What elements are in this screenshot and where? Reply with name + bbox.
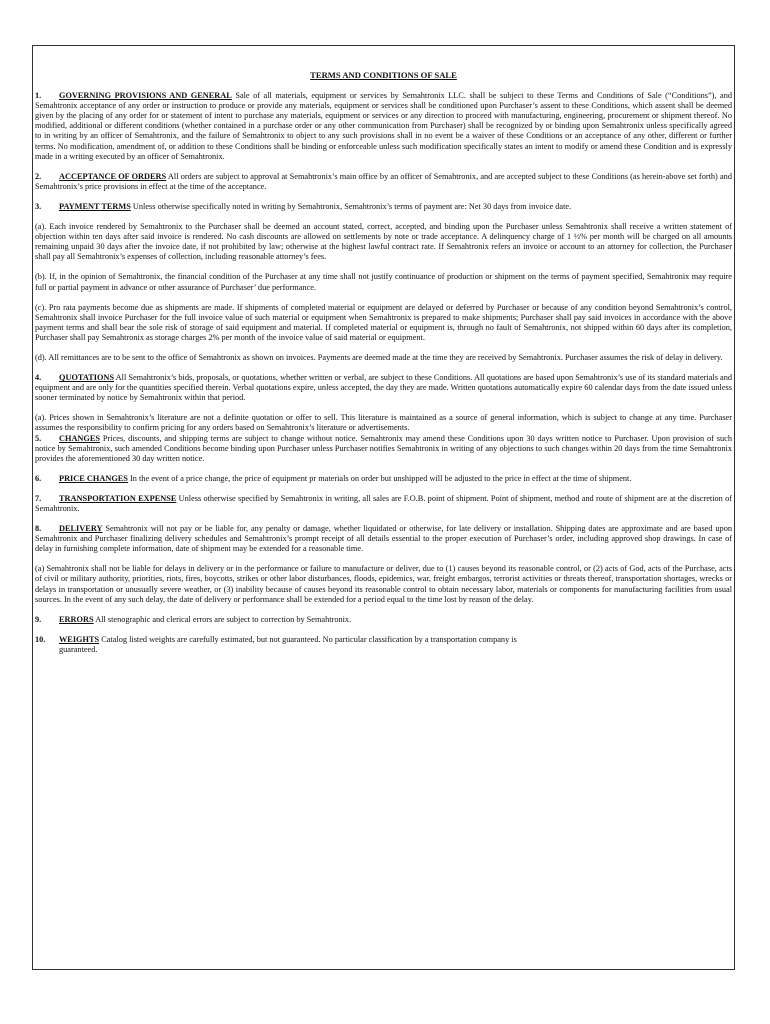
section-changes (35, 434, 732, 464)
section-transportation-expense (35, 494, 732, 514)
section-text: Catalog listed weights are carefully estimated, but not guaranteed. No particular classification by a transportation company is (101, 634, 517, 644)
section-number: 5. (35, 433, 42, 443)
section-acceptance-of-orders (35, 172, 732, 192)
section-text: Semahtronix will not pay or be liable for, any penalty or damage, whether liquidated or otherwise, for late delivery or installation. Shipping dates are approximate and are based upon Semahtronix and Purchaser finalizing delivery schedules and Semahtronix’s prompt receipt of all details essential to the proper execution of Purchaser’s order, including approved shop drawings. In case of delay in furnishing complete information, date of shipment may be extended for a reasonable time. (35, 524, 732, 554)
document-page (32, 45, 735, 970)
delivery-paragraph-a: (a) Semahtronix shall not be liable for delays in delivery or in the performance or failure to manufacture or deliver, due to (1) causes beyond its reasonable control, or (2) acts of God, acts of the Purchase, acts of civil or military authority, priorities, riots, fires, boycotts, strikes or other labor disturbances, floods, epidemics, war, freight embargos, terrorist activities or threats thereof, transportation shortages, wrecks or delays in transportation or unusually severe weather, or (3) inability because of causes beyond its reasonable control to obtain necessary labor, materials or components for manufacturing facilities from usual sources. In the event of any such delay, the date of delivery or performance shall be extended for a period equal to the time lost by reason of the delay. (35, 564, 732, 604)
section-number: 1. (35, 91, 42, 101)
section-quotations (35, 373, 732, 403)
section-text: Unless otherwise specified by Semahtronix in writing, all sales are F.O.B. point of shipment. Point of shipment, method and route of shipment are at the discretion of Semahtronix. (35, 493, 732, 513)
quotations-paragraph-a: (a). Prices shown in Semahtronix’s literature are not a definite quotation or offer to sell. This literature is maintained as a source of general information, which is subject to change at any time. Purchaser assumes the responsibility to confirm pricing for any orders based on Semahtronix’s literature or advertisements. (35, 413, 732, 433)
section-heading: TRANSPORTATION EXPENSE (59, 493, 177, 503)
section-governing-provisions (35, 91, 732, 162)
section-number: 7. (35, 493, 42, 503)
section-number: 6. (35, 473, 42, 483)
section-text: All stenographic and clerical errors are subject to correction by Semahtronix. (95, 614, 352, 624)
section-heading: DELIVERY (59, 524, 103, 534)
section-heading: WEIGHTS (59, 634, 100, 644)
section-text: Sale of all materials, equipment or services by Semahtronix LLC. shall be subject to these Terms and Conditions of Sale (“Conditions”), and Semahtronix acceptance of any order or instruction to produce or provide any materials, equipment or services shall be conditioned upon Purchaser’s assent to these Conditions, which assent shall be deemed given by the placing of any order for or statement of intent to purchase any materials, equipment or services or any direction to proceed with manufacturing, engineering, procurement or shipment thereof. No modified, additional or different conditions (whether contained in a purchase order or any other communication from Purchaser) shall be recognized by or binding upon Semahtronix unless specifically agreed to in writing by an officer of Semahtronix, and the failure of Semahtronix to object to any such provisions shall in no event be a waiver of these Conditions or an acceptance of any other, different or further terms. No modification, amendment of, or addition to these Conditions shall be binding or enforceable unless such modification specifically states an intent to modify or amend these Condition and is expressly made in a writing executed by an officer of Semahtronix. (35, 91, 733, 161)
section-heading: PAYMENT TERMS (59, 201, 131, 211)
section-text: All Semahtronix’s bids, proposals, or quotations, whether written or verbal, are subject to these Conditions. All quotations are based upon Semahtronix’s use of its standard materials and equipment and are only for the quantities specified therein. Verbal quotations expire, unless accepted, the day they are made. Written quotations automatically expire 60 calendar days from the date issued unless sooner terminated by notice by Semahtronix within that period. (35, 373, 732, 403)
payment-paragraph-b: (b). If, in the opinion of Semahtronix, the financial condition of the Purchaser at any time shall not justify continuance of production or shipment on the terms of payment specified, Semahtronix may require full or partial payment in advance or other assurance of Purchaser’ due performance. (35, 272, 732, 292)
section-heading: PRICE CHANGES (59, 473, 128, 483)
section-errors (35, 615, 732, 625)
section-delivery (35, 524, 732, 554)
section-price-changes (35, 474, 732, 484)
document-title: TERMS AND CONDITIONS OF SALE (310, 70, 457, 80)
section-number: 4. (35, 373, 42, 383)
document-content (35, 70, 732, 655)
section-number: 2. (35, 171, 42, 181)
section-number: 10. (35, 634, 46, 644)
section-payment-terms (35, 202, 732, 212)
section-number: 3. (35, 201, 42, 211)
section-text: All orders are subject to approval at Semahtronix’s main office by an officer of Semahtronix, and are accepted subject to these Conditions (as herein-above set forth) and Semahtronix’s price provisions in effect at the time of the acceptance. (35, 171, 732, 191)
section-heading: ERRORS (59, 614, 94, 624)
section-number: 9. (35, 614, 42, 624)
section-text: Unless otherwise specifically noted in writing by Semahtronix, Semahtronix’s terms of payment are: Net 30 days from invoice date. (132, 201, 572, 211)
section-heading: GOVERNING PROVISIONS AND GENERAL (59, 91, 232, 101)
section-text-continued: guaranteed. (59, 644, 98, 654)
section-text: In the event of a price change, the price of equipment pr materials on order but unshipped will be adjusted to the price in effect at the time of shipment. (130, 473, 632, 483)
section-heading: ACCEPTANCE OF ORDERS (59, 171, 167, 181)
payment-paragraph-d: (d). All remittances are to be sent to the office of Semahtronix as shown on invoices. Payments are deemed made at the time they are received by Semahtronix. Purchaser assumes the risk of delay in delivery. (35, 352, 723, 362)
section-text: Prices, discounts, and shipping terms are subject to change without notice. Semahtronix may amend these Conditions upon 30 days written notice to Purchaser. Upon provision of such notice by Semahtronix, such amended Conditions become binding upon Purchaser unless Purchaser notifies Semahtronix in writing of any objections to such changes within 20 days from the time Semahtronix provides the aforementioned 30 day written notice. (35, 433, 732, 463)
section-number: 8. (35, 524, 42, 534)
section-heading: CHANGES (59, 433, 101, 443)
section-heading: QUOTATIONS (59, 373, 115, 383)
section-weights (35, 635, 732, 645)
payment-paragraph-c: (c). Pro rata payments become due as shipments are made. If shipments of completed material or equipment are delayed or deferred by Purchaser or because of any condition beyond Semahtronix’s control, Semahtronix shall invoice Purchaser for the full invoice value of such material or equipment when Semahtronix is prepared to make shipments; Purchaser shall pay said invoices in accordance with the above payment terms and shall bear the sole risk of storage of said equipment and material. If completed material or equipment is, through no fault of Semahtronix, not shipped within 60 days after its completion, Purchaser shall pay Semahtronix as storage charges 2% per month of the invoice value of said material or equipment. (35, 302, 732, 342)
payment-paragraph-a: (a). Each invoice rendered by Semahtronix to the Purchaser shall be deemed an account stated, correct, accepted, and binding upon the Purchaser unless Semahtronix shall receive a written statement of objection within ten days after said invoice is rendered. No cash discounts are allowed on settlements by note or trade acceptance. A delinquency charge of 1 ½% per month will be charged on all amounts remaining unpaid 30 days after the invoice date, if not prohibited by law; otherwise at the highest lawful contract rate. If Semahtronix refers an invoice or account to an attorney for collection, the Purchaser shall pay all Semahtronix’s expenses of collection, including reasonable attorney’s fees. (35, 222, 732, 262)
